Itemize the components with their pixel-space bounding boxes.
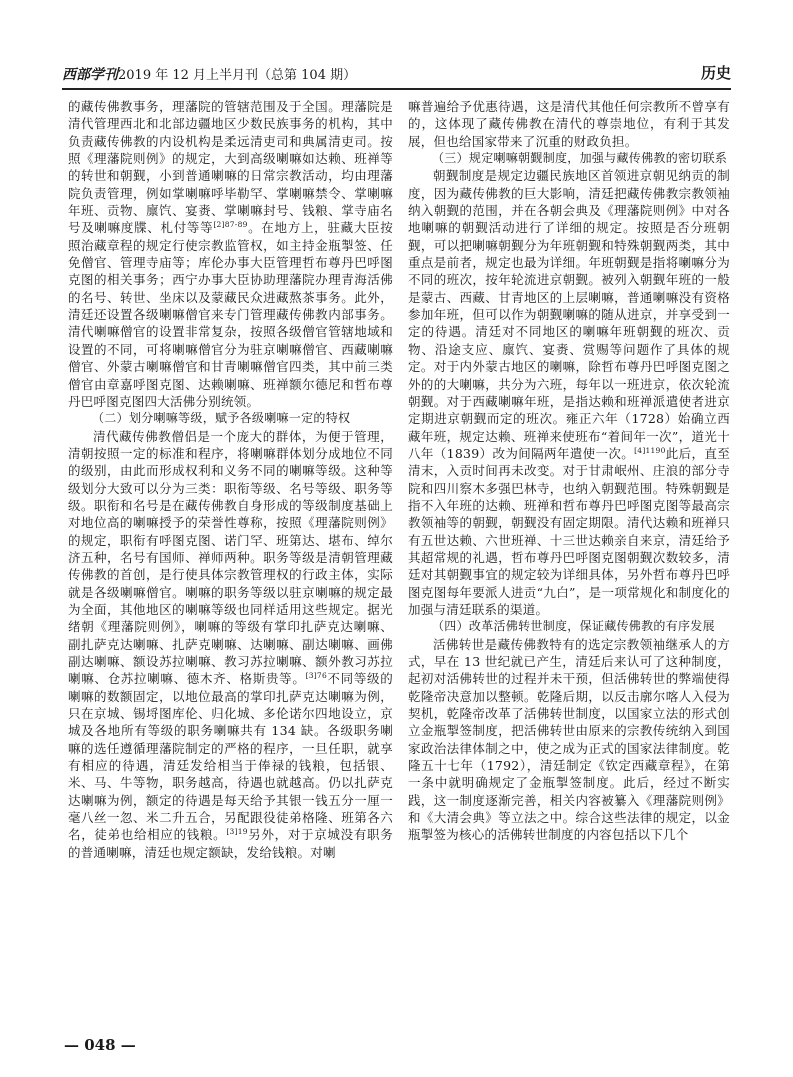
- paragraph-text: 的藏传佛教事务，理藩院的管辖范围及于全国。理藩院是清代管理西北和北部边疆地区少数民族事务的机构，其中负责藏传佛教的内设机构是柔远清吏司和典属清吏司。按照《理藩院则例》的规定，大到高级喇嘛如达赖、班禅等的转世和朝觐，小到普通喇嘛的日常宗教活动，均由理藩院负责管理，例如掌喇嘛呼毕勒罕、掌喇嘛禁令、掌喇嘛年班、贡物、廪饩、宴赉、掌喇嘛封号、钱粮、掌寺庙名号及喇嘛度牒、札付等等: [68, 99, 393, 236]
- citation-ref: [3]19: [226, 827, 248, 837]
- section-heading: （二）划分喇嘛等级，赋予各级喇嘛一定的特权: [92, 411, 351, 426]
- paragraph-text: 。在地方上，驻藏大臣按照治藏章程的规定行使宗教监管权，如主持金瓶掣签、任免僧官、管理寺庙等；库伦办事大臣管理哲布尊丹巴呼图克图的相关事务；西宁办事大臣协助理藩院办理青海活佛的名号、转世、坐床以及蒙藏民众进藏熬茶事务。此外，清廷还设置各级喇嘛僧官来专门管理藏传佛教内部事务。清代喇嘛僧官的设置非常复杂，按照各级僧官管辖地域和设置的不同，可将喇嘛僧官分为驻京喇嘛僧官、西藏喇嘛僧官、外蒙古喇嘛僧官和甘青喇嘛僧官四类，其中前三类僧官由章嘉呼图克图、达赖喇嘛、班禅额尔德尼和哲布尊丹巴呼图克图四大活佛分别统领。: [68, 220, 393, 409]
- paragraph-text: 另外，对于京城没有职务的普通喇嘛，清廷也规定额缺，发给钱粮。对喇: [68, 827, 393, 860]
- issue-label: 2019 年 12 月上半月刊（总第 104 期）: [118, 68, 357, 83]
- body-paragraph: [68, 98, 393, 410]
- body-paragraph: [408, 167, 730, 618]
- left-column: [68, 98, 393, 861]
- page-number: — 048 —: [64, 1036, 136, 1054]
- section-heading: （四）改革活佛转世制度，保证藏传佛教的有序发展: [432, 619, 715, 634]
- header-rule: [62, 88, 731, 90]
- paragraph-text: 清代藏传佛教僧侣是一个庞大的群体，为便于管理，清朝按照一定的标准和程序，将喇嘛群体划分成地位不同的级别，由此而形成权利和义务不同的喇嘛等级。这种等级划分大致可以分为三类：职衔等级、名号等级、职务等级。职衔和名号是在藏传佛教自身形成的等级制度基础上对地位高的喇嘛授予的荣誉性尊称，按照《理藩院则例》的规定，职衔有呼图克图、诺门罕、班第达、堪布、绰尔济五种，名号有国师、禅师两种。职务等级是清朝管理藏传佛教的首创，是行使具体宗教管理权的行政主体，实际就是各级喇嘛僧官。喇嘛的职务等级以驻京喇嘛的规定最为全面，其他地区的喇嘛等级也同样适用这些规定。据光绪朝《理藩院则例》，喇嘛的等级有掌印扎萨克达喇嘛、副扎萨克达喇嘛、扎萨克喇嘛、达喇嘛、副达喇嘛、画佛副达喇嘛、额设苏拉喇嘛、教习苏拉喇嘛、额外教习苏拉喇嘛、仓苏拉喇嘛、德木齐、格斯贵等。: [68, 428, 393, 687]
- paragraph-text: 不同等级的喇嘛的数额固定，以地位最高的掌印扎萨克达喇嘛为例，只在京城、锡埒图库伦、归化城、多伦诺尔四地设立，京城及各地所有等级的职务喇嘛共有 134 缺。各级职务喇嘛的选任遵循理藩院制定的严格的程序，一旦任职，就享有相应的待遇，清廷发给相当于俸禄的钱粮，包括银、米、马、牛等物，职务越高，待遇也就越高。仍以扎萨克达喇嘛为例，额定的待遇是每天给予其银一钱五分一厘一毫八丝一忽、米二升五合，另配跟役徒弟格隆、班第各六名，徒弟也给相应的钱粮。: [68, 671, 393, 843]
- page-header: [62, 58, 731, 88]
- section-label: 历史: [700, 64, 731, 82]
- paragraph-text: 嘛普遍给予优惠待遇，这是清代其他任何宗教所不曾享有的，这体现了藏传佛教在清代的尊崇地位，有利于其发展，但也给国家带来了沉重的财政负担。: [408, 99, 730, 149]
- body-paragraph: [408, 98, 730, 150]
- paragraph-text: 此后，直至清末，入贡时间再未改变。对于甘肃岷州、庄浪的部分寺院和四川察木多强巴林寺，也纳入朝觐范围。特殊朝觐是指不入年班的达赖、班禅和哲布尊丹巴呼图克图等最高宗教领袖等的朝觐，朝觐没有固定期限。清代达赖和班禅只有五世达赖、六世班禅、十三世达赖亲自来京，清廷给予其超常规的礼遇，哲布尊丹巴呼图克图朝觐次数较多，清廷对其朝觐事宜的规定较为详细具体，另外哲布尊丹巴呼图克图每年要派人进贡“九白”，是一项常规化和制度化的加强与清廷联系的渠道。: [408, 445, 730, 617]
- journal-brand: 西部学刊: [62, 67, 118, 83]
- citation-ref: [3]76: [305, 671, 327, 681]
- paragraph-text: 朝觐制度是规定边疆民族地区首领进京朝见纳贡的制度，因为藏传佛教的巨大影响，清廷把藏传佛教宗教领袖纳入朝觐的范围，并在各朝会典及《理藩院则例》中对各地喇嘛的朝觐活动进行了详细的规定。按照是否分班朝觐，可以把喇嘛朝觐分为年班朝觐和特殊朝觐两类，其中重点是前者，规定也最为详细。年班朝觐是指将喇嘛分为不同的班次，按年轮流进京朝觐。被列入朝觐年班的一般是蒙古、西藏、甘青地区的上层喇嘛，普通喇嘛没有资格参加年班，但可以作为朝觐喇嘛的随从进京，并享受到一定的待遇。清廷对不同地区的喇嘛年班朝觐的班次、贡物、沿途支应、廪饩、宴赉、赏赐等问题作了具体的规定。对于内外蒙古地区的喇嘛，除哲布尊丹巴呼图克图之外的的大喇嘛，共分为六班，每年以一班进京，依次轮流朝觐。对于西藏喇嘛年班，是指达赖和班禅派遣使者进京定期进京朝觐而定的班次。雍正六年（1728）始确立西藏年班，规定达赖、班禅来使班布“着间年一次”，道光十八年（1839）改为间隔两年遣使一次。: [408, 168, 730, 461]
- body-paragraph: [68, 428, 393, 862]
- citation-ref: [4]1190: [634, 445, 666, 455]
- paragraph-text: 活佛转世是藏传佛教特有的选定宗教领袖继承人的方式，早在 13 世纪就已产生，清廷后来认可了这种制度，起初对活佛转世的过程并未干预，但活佛转世的弊端使得乾隆帝决意加以整顿。乾隆后期，以反击廓尔喀人入侵为契机，乾隆帝改革了活佛转世制度，以国家立法的形式创立金瓶掣签制度，把活佛转世由原来的宗教传统纳入到国家政治法律体制之中，使之成为正式的国家法律制度。乾隆五十七年（1792），清廷制定《钦定西藏章程》，在第一条中就明确规定了金瓶掣签制度。此后，经过不断实践，这一制度逐渐完善，相关内容被纂入《理藩院则例》和《大清会典》等立法之中。综合这些法律的规定，以金瓶掣签为核心的活佛转世制度的内容包括以下几个: [408, 636, 730, 843]
- right-column: [408, 98, 730, 844]
- citation-ref: [2]87-89: [213, 220, 248, 230]
- body-paragraph: [408, 636, 730, 844]
- journal-info: [62, 64, 356, 84]
- section-heading: （三）规定喇嘛朝觐制度，加强与藏传佛教的密切联系: [432, 151, 728, 166]
